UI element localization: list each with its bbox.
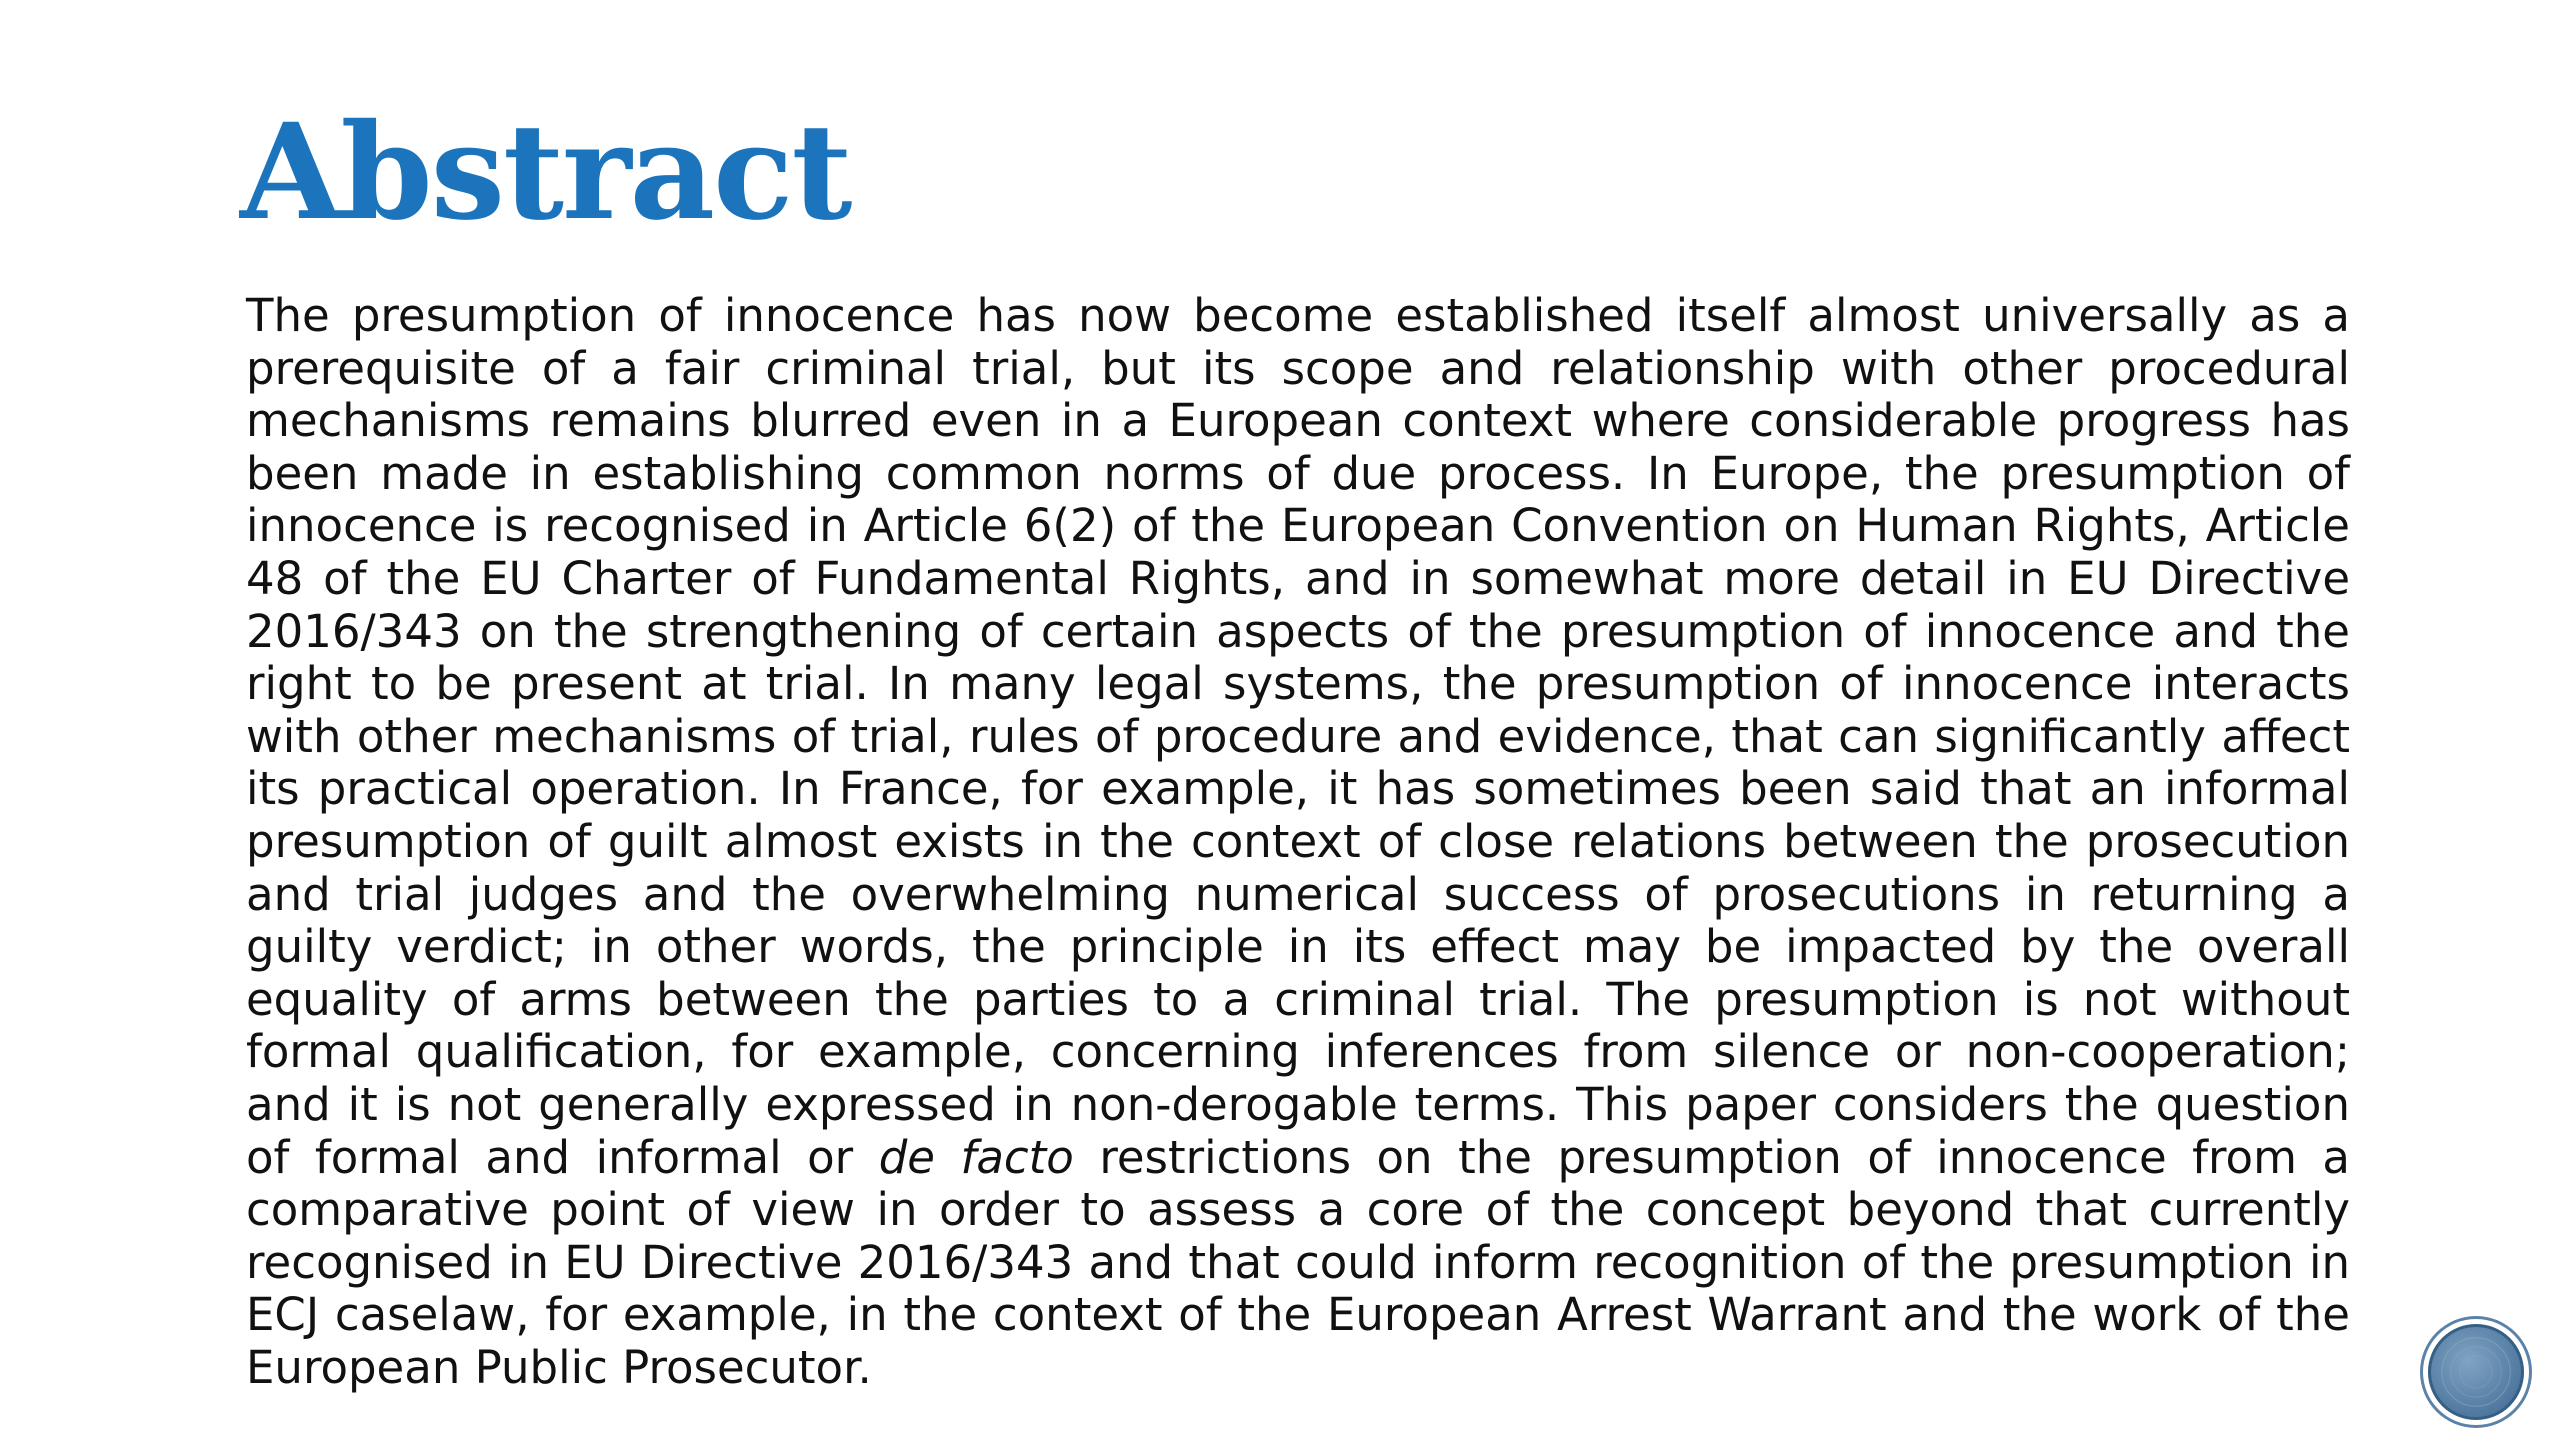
circle-nav-icon[interactable] xyxy=(2428,1324,2524,1420)
abstract-body xyxy=(246,290,2350,1394)
circle-texture-icon xyxy=(2431,1327,2521,1417)
abstract-text-part1: The presumption of innocence has now become established itself almost universally as a prerequisite of a fair criminal trial, but its scope and relationship with other procedural mechanisms remains blurred even in a European context where considerable progress has been made in establishing common norms of due process. In Europe, the presumption of innocence is recognised in Article 6(2) of the European Convention on Human Rights, Article 48 of the EU Charter of Fundamental Rights, and in somewhat more detail in EU Directive 2016/343 on the strengthening of certain aspects of the presumption of innocence and the right to be present at trial. In many legal systems, the presumption of innocence interacts with other mechanisms of trial, rules of procedure and evidence, that can significantly affect its practical operation. In France, for example, it has sometimes been said that an informal presumption of guilt almost exists in the context of close relations between the prosecution and trial judges and the overwhelming numerical success of prosecutions in returning a guilty verdict; in other words, the principle in its effect may be impacted by the overall equality of arms between the parties to a criminal trial. The presumption is not without formal qualification, for example, concerning inferences from silence or non-cooperation; and it is not generally expressed in non-derogable terms. This paper considers the question of formal and informal or xyxy=(246,289,2350,1184)
slide-title: Abstract xyxy=(240,95,851,250)
abstract-italic-phrase: de facto xyxy=(878,1130,1074,1184)
abstract-text-part2: restrictions on the presumption of innocence from a comparative point of view in order to assess a core of the concept beyond that currently recognised in EU Directive 2016/343 and that could inform recognition of the presumption in ECJ caselaw, for example, in the context of the European Arrest Warrant and the work of the European Public Prosecutor. xyxy=(246,1130,2351,1394)
